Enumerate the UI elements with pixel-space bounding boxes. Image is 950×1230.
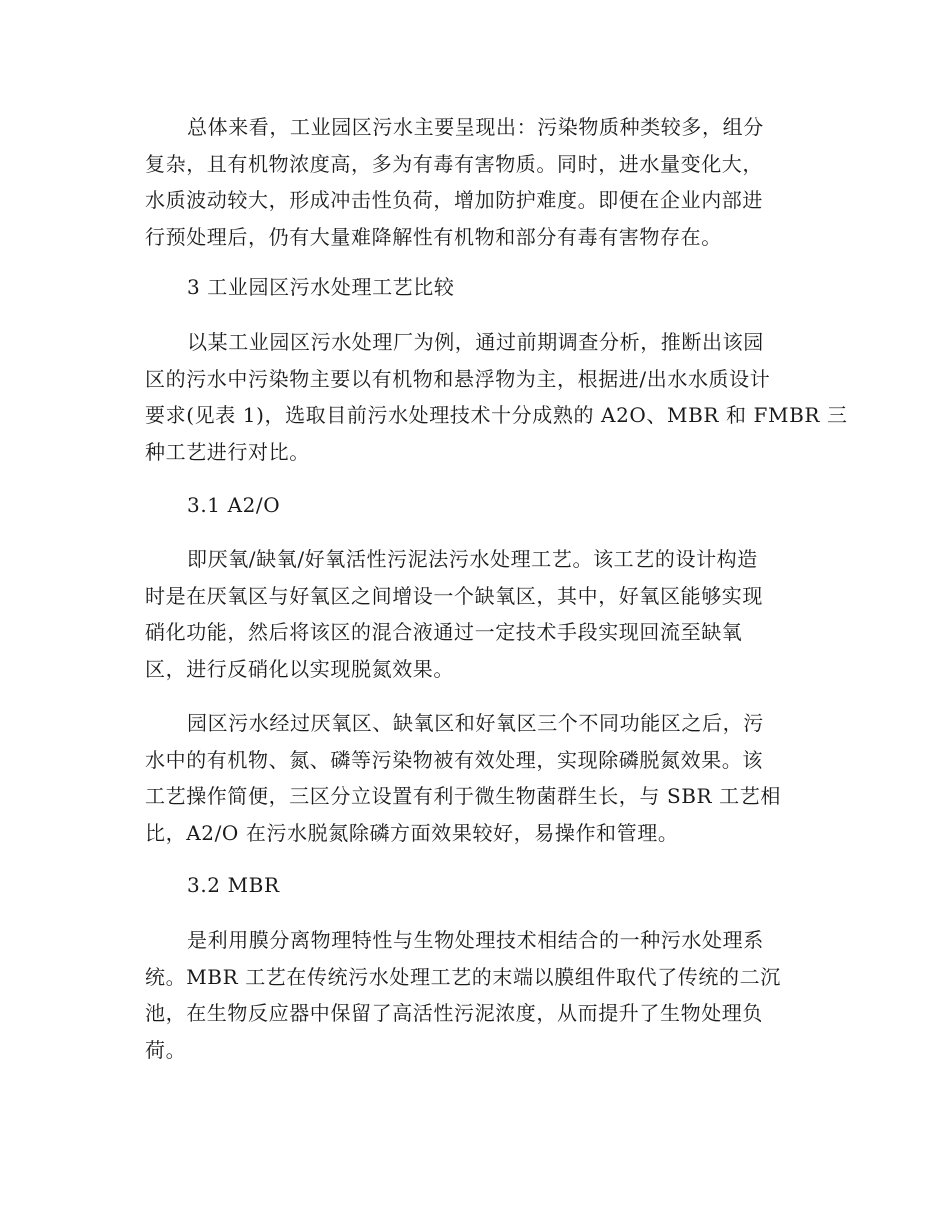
text-line: 区的污水中污染物主要以有机物和悬浮物为主，根据进/出水水质设计 xyxy=(145,366,771,391)
section-heading-3-1 xyxy=(145,487,810,524)
paragraph-case-intro xyxy=(145,324,848,470)
text-line: 即厌氧/缺氧/好氧活性污泥法污水处理工艺。该工艺的设计构造 xyxy=(187,547,758,571)
text-line: 复杂，且有机物浓度高，多为有毒有害物质。同时，进水量变化大， xyxy=(145,151,763,176)
text-line: 行预处理后，仍有大量难降解性有机物和部分有毒有害物存在。 xyxy=(145,224,722,249)
heading-text: 3.1 A2/O xyxy=(187,493,281,517)
text-line: 是利用膜分离物理特性与生物处理技术相结合的一种污水处理系 xyxy=(187,928,764,952)
text-line: 总体来看，工业园区污水主要呈现出：污染物质种类较多，组分 xyxy=(187,115,764,139)
text-line: 园区污水经过厌氧区、缺氧区和好氧区三个不同功能区之后，污 xyxy=(187,711,764,735)
text-line: 水质波动较大，形成冲击性负荷，增加防护难度。即便在企业内部进 xyxy=(145,188,763,212)
paragraph-mbr-definition xyxy=(145,922,810,1068)
section-heading-3 xyxy=(145,269,810,306)
text-line: 池，在生物反应器中保留了高活性污泥浓度，从而提升了生物处理负 xyxy=(145,1001,763,1025)
heading-text: 3.2 MBR xyxy=(187,873,280,897)
paragraph-a2o-effect xyxy=(145,705,810,851)
paragraph-a2o-definition xyxy=(145,541,810,687)
text-line: 水中的有机物、氮、磷等污染物被有效处理，实现除磷脱氮效果。该 xyxy=(145,747,763,772)
heading-text: 3 工业园区污水处理工艺比较 xyxy=(187,275,455,299)
text-line: 比，A2/O 在污水脱氮除磷方面效果较好，易操作和管理。 xyxy=(145,820,679,845)
text-line: 以某工业园区污水处理厂为例，通过前期调查分析，推断出该园 xyxy=(187,330,764,354)
text-line: 硝化功能，然后将该区的混合液通过一定技术手段实现回流至缺氧 xyxy=(145,620,743,644)
text-line: 工艺操作简便，三区分立设置有利于微生物菌群生长，与 SBR 工艺相 xyxy=(145,784,781,808)
paragraph-summary xyxy=(145,109,810,255)
text-line: 荷。 xyxy=(145,1037,187,1062)
text-line: 时是在厌氧区与好氧区之间增设一个缺氧区，其中，好氧区能够实现 xyxy=(145,583,763,608)
text-line: 区，进行反硝化以实现脱氮效果。 xyxy=(145,656,454,681)
section-heading-3-2 xyxy=(145,867,810,904)
text-line: 要求(见表 1)，选取目前污水处理技术十分成熟的 A2O、MBR 和 FMBR 三 xyxy=(145,403,848,427)
text-line: 统。MBR 工艺在传统污水处理工艺的末端以膜组件取代了传统的二沉 xyxy=(145,964,781,989)
text-line: 种工艺进行对比。 xyxy=(145,439,310,464)
